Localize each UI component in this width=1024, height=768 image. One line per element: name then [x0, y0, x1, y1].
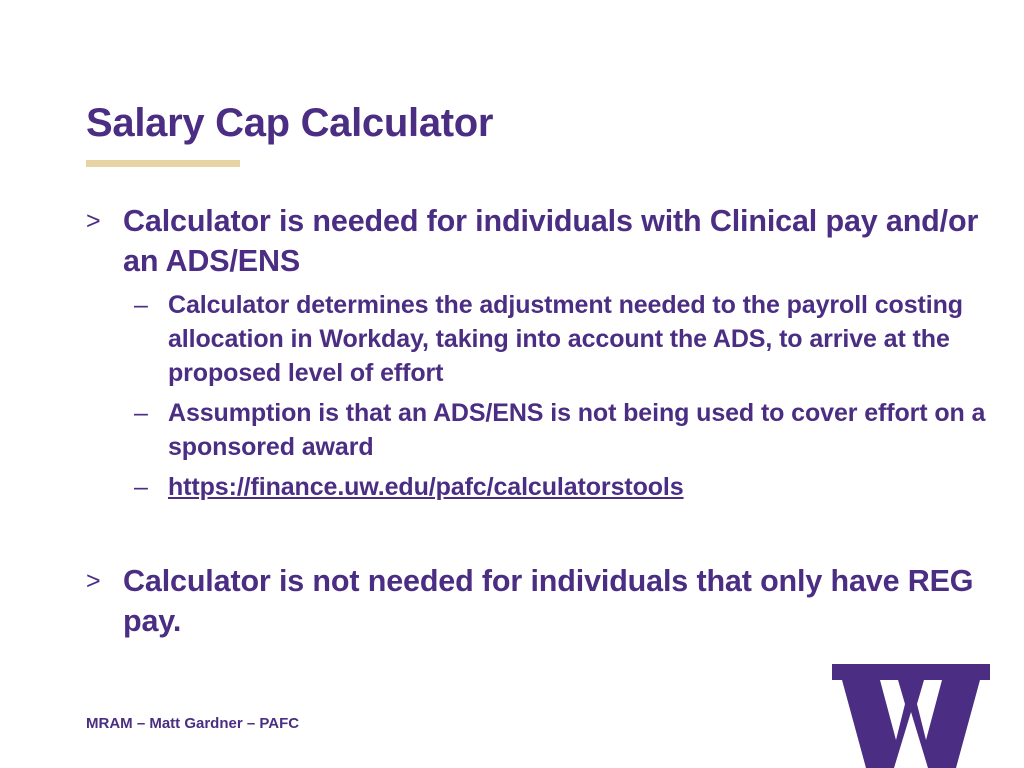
sub-bullet-calculator-determines [134, 288, 994, 392]
bullet-marker: > [86, 567, 101, 595]
sub-bullet-marker: – [134, 473, 148, 501]
uw-w-logo-icon [832, 664, 990, 768]
sub-bullet-link [134, 470, 994, 506]
sub-bullet-text: Assumption is that an ADS/ENS is not being used to cover effort on a sponsored award [168, 399, 986, 461]
sub-bullet-text: Calculator determines the adjustment needed to the payroll costing allocation in Workday, taking into account the ADS, to arrive at the proposed level of effort [168, 291, 963, 387]
bullet-calculator-needed [86, 201, 986, 283]
calculators-tools-link[interactable]: https://finance.uw.edu/pafc/calculatorstools [168, 473, 684, 501]
slide-footer: MRAM – Matt Gardner – PAFC [86, 715, 300, 732]
bullet-marker: > [86, 207, 101, 235]
sub-bullet-marker: – [134, 291, 148, 319]
uw-w-logo-shape [832, 664, 990, 768]
sub-bullet-assumption [134, 396, 994, 466]
bullet-text: Calculator is needed for individuals with Clinical pay and/or an ADS/ENS [123, 204, 979, 278]
sub-bullet-marker: – [134, 399, 148, 427]
slide-title: Salary Cap Calculator [86, 101, 494, 145]
title-underline-rule [86, 160, 240, 167]
bullet-text: Calculator is not needed for individuals that only have REG pay. [123, 564, 974, 638]
bullet-calculator-not-needed [86, 561, 986, 643]
